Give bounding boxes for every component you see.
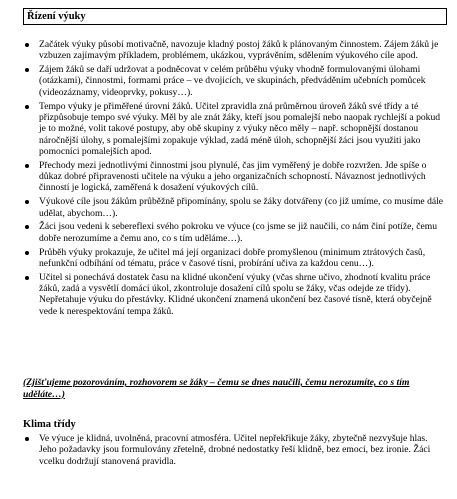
list-item-text: Průběh výuky prokazuje, že učitel má její organizaci dobře promyšlenou (minimum ztrátových časů, nefunkční odbíhání od tématu, práce v časové tísni, probírání učiva za každou cenu…). <box>39 246 426 269</box>
bullet-icon <box>25 105 29 109</box>
climate-heading: Klima třídy <box>23 419 76 430</box>
observation-note: (Zjišťujeme pozorováním, rozhovorem se žáky – čemu se dnes naučili, čemu nerozumíte, co s tím uděláte…) <box>23 377 410 400</box>
bullet-icon <box>25 164 29 168</box>
list-item <box>0 196 446 219</box>
list-item-text: Přechody mezi jednotlivými činnostmi jsou plynulé, čas jim vyměřený je dobře rozvržen. Jde spíše o důkaz dobré připravenosti učitele na výuku a jeho organizačních schopností. Návaznost jednotlivých činností je logická, zaměřená k dosažení výukových cílů. <box>39 159 427 194</box>
list-item <box>0 101 446 157</box>
list-item-text: Zájem žáků se daří udržovat a podněcovat v celém průběhu výuky vhodně formulovanými úlohami (otázkami), činnostmi, formami práce – ve dvojicích, ve skupinách, předváděním učebních pomůcek (videozáznamy, videoprvky, pokusy…). <box>39 64 426 98</box>
bullet-icon <box>25 68 29 72</box>
list-item-text: Začátek výuky působí motivačně, navozuje kladný postoj žáků k plánovaným činnostem. Zájem žáků je vzbuzen zajímavým příkladem, problémem, ukázkou, vyprávěním, sdělením výukového cíle apod. <box>39 39 439 62</box>
list-item <box>0 160 446 194</box>
list-item <box>0 64 446 98</box>
list-item-text: Žáci jsou vedeni k sebereflexi svého pokroku ve výuce (co jsme se již naučili, co nám činí potíže, čemu dobře nerozumíme a čemu ano, co s tím uděláme…). <box>39 221 438 244</box>
list-item <box>0 221 446 244</box>
list-item-text: Ve výuce je klidná, uvolněná, pracovní atmosféra. Učitel nepřekřikuje žáky, zbytečně nezvyšuje hlas. Jeho požadavky jsou formulovány zřetelně, drobné nedostatky řeší klidně, bez emocí, bez ironie. Žáci vcelku dodržují stanovená pravidla. <box>39 433 431 467</box>
list-item <box>0 247 446 270</box>
bullet-icon <box>25 437 29 441</box>
list-item-text: Výukové cíle jsou žákům průběžně připomínány, spolu se žáky dotvářeny (co již umíme, co musíme dále udělat, abychom…). <box>39 196 444 219</box>
teaching-management-list <box>0 39 446 320</box>
list-item-text: Učitel si ponechává dostatek času na klidné ukončení výuky (včas shrne učivo, zhodnotí kvalitu práce žáků, zadá a vysvětlí domácí úkol, zkontroluje dosažení cílů spolu se žáky, včas odejde ze třídy). Nepřetahuje výuku do přestávky. Klidné ukončení znamená ukončení bez časové tísně, která obyčejně vede k nerespektování tempa žáků. <box>39 271 432 317</box>
bullet-icon <box>25 43 29 47</box>
classroom-climate-list <box>0 433 446 469</box>
list-item <box>0 433 446 467</box>
bullet-icon <box>25 251 29 255</box>
list-item <box>0 272 446 317</box>
list-item-text: Tempo výuky je přiměřené úrovni žáků. Učitel zpravidla zná průměrnou úroveň žáků své třídy a té přizpůsobuje tempo své výuky. Měl by ale znát žáky, kteří jsou pomalejší nebo naopak rychlejší a pokud je to možné, volit takové postupy, aby obě skupiny z výuky něco měly – např. schopnější dostanou náročnější úlohy, s pomalejšími zopakuje výklad, zadá méně úloh, schopnější žáci jsou využiti jako pomocníci pomalejších apod. <box>39 100 441 157</box>
bullet-icon <box>25 200 29 204</box>
list-item <box>0 39 446 62</box>
bullet-icon <box>25 276 29 280</box>
section-title: Řízení výuky <box>23 8 447 25</box>
bullet-icon <box>25 225 29 229</box>
